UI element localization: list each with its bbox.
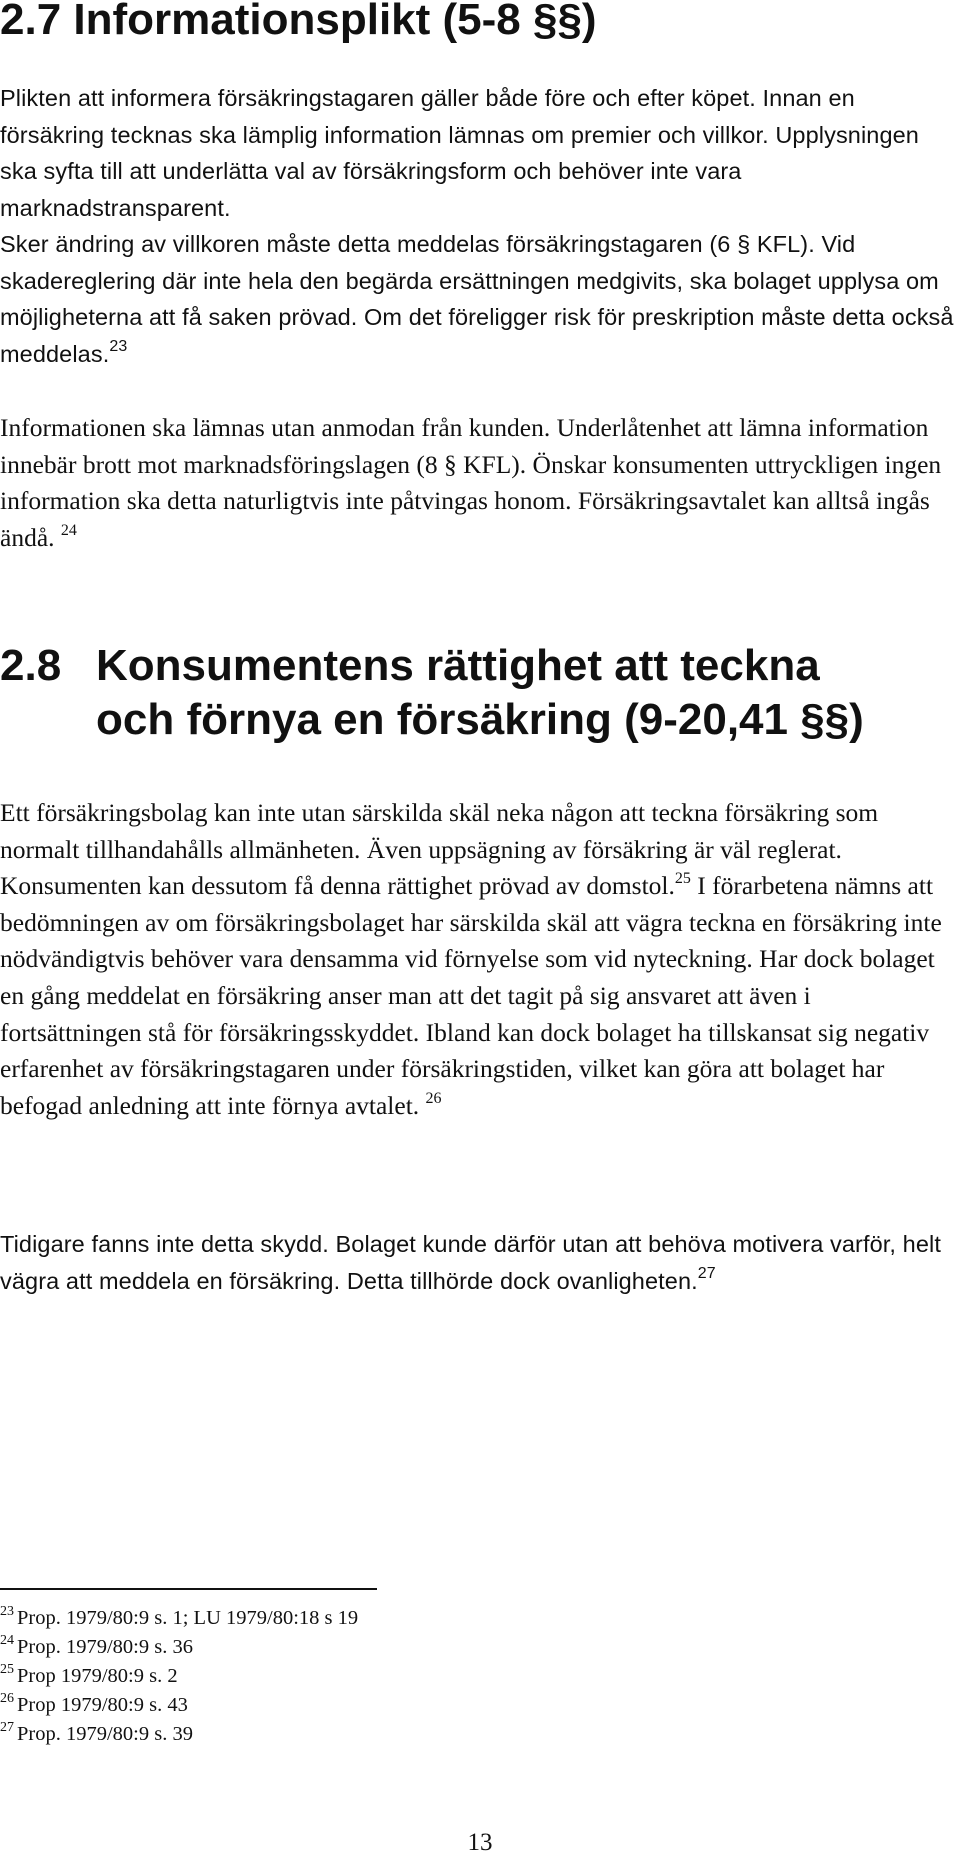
footnote-text: Prop 1979/80:9 s. 43 [17,1694,188,1716]
footnote-23 [0,1604,358,1633]
footnote-text: Prop 1979/80:9 s. 2 [17,1665,178,1687]
footnote-number: 27 [0,1720,14,1735]
paragraph-2-7-1: Plikten att informera försäkringstagaren gäller både före och efter köpet. Innan en försäkring tecknas ska lämplig information lämnas om premier och villkor. Upplysningen ska syfta till att underlätta val av försäkringsform och behöver inte vara marknadstransparent. [0,85,919,221]
paragraph-2-8-1-text-a: Ett försäkringsbolag kan inte utan särskilda skäl neka någon att teckna försäkring som normalt tillhandahålls allmänheten. Även uppsägning av försäkring är väl reglerat. Konsumenten kan dessutom få denna rättighet prövad av domstol. [0,798,879,901]
footnote-text: Prop. 1979/80:9 s. 36 [17,1636,193,1658]
footnote-ref-27[interactable]: 27 [697,1264,716,1282]
paragraph-2-7-2 [0,226,955,372]
paragraph-2-8-2 [0,1226,955,1299]
section-heading-2-8 [0,640,820,692]
footnote-number: 25 [0,1662,14,1677]
paragraph-2-8-2-text: Tidigare fanns inte detta skydd. Bolaget kunde därför utan att behöva motivera varför, helt vägra att meddela en försäkring. Detta tillhörde dock ovanligheten. [0,1231,941,1294]
paragraph-2-7-2-text: Sker ändring av villkoren måste detta meddelas försäkringstagaren (6 § KFL). Vid skadereglering där inte hela den begärda ersättningen medgivits, ska bolaget upplysa om möjligheterna att få saken prövad. Om det föreligger risk för preskription måste detta också meddelas. [0,231,954,367]
footnote-separator [0,1588,377,1590]
footnote-ref-23[interactable]: 23 [109,337,128,355]
footnote-25 [0,1662,358,1691]
footnote-27 [0,1720,358,1749]
footnotes [0,1604,358,1749]
paragraph-2-8-1 [0,795,955,1124]
footnote-number: 24 [0,1633,14,1648]
footnote-ref-25[interactable]: 25 [674,870,691,888]
section-heading-2-7: 2.7 Informationsplikt (5-8 §§) [0,0,597,44]
paragraph-2-7-3 [0,410,955,556]
page-number: 13 [467,1829,493,1856]
section-number: 2.8 [0,641,62,690]
section-heading-line1: Konsumentens rättighet att teckna [96,641,820,690]
footnote-24 [0,1633,358,1662]
footnote-text: Prop. 1979/80:9 s. 1; LU 1979/80:18 s 19 [17,1607,359,1629]
footnote-number: 23 [0,1604,14,1619]
paragraph-2-8-1-text-b: I förarbetena nämns att bedömningen av om försäkringsbolaget har särskilda skäl att vägra teckna en försäkring inte nödvändigtvis behöver vara densamma vid förnyelse som vid nyteckning. Har dock bolaget en gång meddelat en försäkring anser man att det tagit på sig ansvaret att även i fortsättningen stå för försäkringsskyddet. Ibland kan dock bolaget ha tillskansat sig negativ erfarenhet av försäkringstagaren under försäkringstiden, vilket kan göra att bolaget har befogad anledning att inte förnya avtalet. [0,871,942,1120]
section-heading-2-8-line2: och förnya en försäkring (9-20,41 §§) [96,695,864,744]
footnote-number: 26 [0,1691,14,1706]
footnote-ref-24[interactable]: 24 [60,521,77,539]
footnote-text: Prop. 1979/80:9 s. 39 [17,1723,193,1745]
paragraph-2-7-3-text: Informationen ska lämnas utan anmodan från kunden. Underlåtenhet att lämna information innebär brott mot marknadsföringslagen (8 § KFL). Önskar konsumenten uttryckligen ingen information ska detta naturligtvis inte påtvingas honom. Försäkringsavtalet kan alltså ingås ändå. [0,413,942,552]
footnote-26 [0,1691,358,1720]
footnote-ref-26[interactable]: 26 [425,1089,442,1107]
